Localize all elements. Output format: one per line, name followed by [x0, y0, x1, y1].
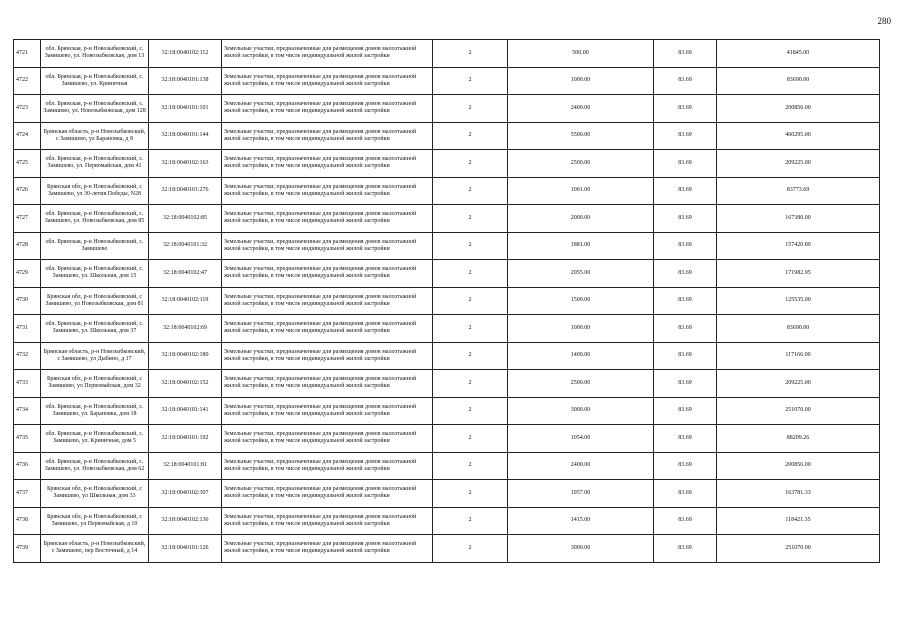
rate-cell: 83.69 [654, 342, 717, 370]
land-purpose-cell: Земельные участки, предназначенные для размещения домов малоэтажной жилой застройки, в том числе индивидуальной жилой застройки [222, 452, 433, 480]
row-number: 4734 [14, 397, 41, 425]
rate-cell: 83.69 [654, 260, 717, 288]
category-cell: 2 [433, 40, 508, 68]
land-purpose-cell: Земельные участки, предназначенные для размещения домов малоэтажной жилой застройки, в том числе индивидуальной жилой застройки [222, 480, 433, 508]
table-row [14, 205, 880, 233]
row-number: 4721 [14, 40, 41, 68]
address-cell: обл. Брянская, р-н Новозыбковский, с. Замишево, ул. Новозыбковская, дом 85 [41, 205, 149, 233]
cadastral-number-cell: 32:18:0040101:141 [149, 397, 222, 425]
rate-cell: 83.69 [654, 425, 717, 453]
table-row [14, 452, 880, 480]
table-row [14, 260, 880, 288]
land-purpose-cell: Земельные участки, предназначенные для размещения домов малоэтажной жилой застройки, в том числе индивидуальной жилой застройки [222, 260, 433, 288]
category-cell: 2 [433, 287, 508, 315]
land-purpose-cell: Земельные участки, предназначенные для размещения домов малоэтажной жилой застройки, в том числе индивидуальной жилой застройки [222, 40, 433, 68]
area-cell: 1400.00 [508, 342, 654, 370]
category-cell: 2 [433, 452, 508, 480]
rate-cell: 83.69 [654, 452, 717, 480]
rate-cell: 83.69 [654, 40, 717, 68]
rate-cell: 83.69 [654, 315, 717, 343]
land-registry-table [13, 39, 880, 563]
page-number: 280 [877, 16, 891, 26]
row-number: 4738 [14, 507, 41, 535]
address-cell: обл. Брянская, р-н Новозыбковский, с. Замишево, ул. Новозыбковская, дом 13 [41, 40, 149, 68]
area-cell: 1881.00 [508, 232, 654, 260]
rate-cell: 83.69 [654, 205, 717, 233]
area-cell: 1000.00 [508, 315, 654, 343]
area-cell: 2400.00 [508, 452, 654, 480]
row-number: 4727 [14, 205, 41, 233]
cadastral-number-cell: 32:18:0040102:136 [149, 507, 222, 535]
land-purpose-cell: Земельные участки, предназначенные для размещения домов малоэтажной жилой застройки, в том числе индивидуальной жилой застройки [222, 232, 433, 260]
cadastral-value-cell: 251070.00 [717, 535, 880, 563]
area-cell: 1054.00 [508, 425, 654, 453]
rate-cell: 83.69 [654, 95, 717, 123]
category-cell: 2 [433, 507, 508, 535]
rate-cell: 83.69 [654, 370, 717, 398]
table-row [14, 342, 880, 370]
land-purpose-cell: Земельные участки, предназначенные для размещения домов малоэтажной жилой застройки, в том числе индивидуальной жилой застройки [222, 342, 433, 370]
address-cell: обл. Брянская, р-н Новозыбковский, с. Замишево, ул. Барановка, дом 18 [41, 397, 149, 425]
land-purpose-cell: Земельные участки, предназначенные для размещения домов малоэтажной жилой застройки, в том числе индивидуальной жилой застройки [222, 67, 433, 95]
area-cell: 3000.00 [508, 535, 654, 563]
cadastral-value-cell: 171982.95 [717, 260, 880, 288]
cadastral-number-cell: 32:18:0040101:32 [149, 232, 222, 260]
land-purpose-cell: Земельные участки, предназначенные для размещения домов малоэтажной жилой застройки, в том числе индивидуальной жилой застройки [222, 397, 433, 425]
address-cell: Брянская обл, р-н Новозыбковский, с Замишево, ул Первомайская, д 10 [41, 507, 149, 535]
cadastral-value-cell: 83773.69 [717, 177, 880, 205]
row-number: 4729 [14, 260, 41, 288]
row-number: 4730 [14, 287, 41, 315]
cadastral-number-cell: 32:18:0040101:101 [149, 95, 222, 123]
category-cell: 2 [433, 150, 508, 178]
category-cell: 2 [433, 480, 508, 508]
cadastral-value-cell: 200856.00 [717, 95, 880, 123]
area-cell: 2500.00 [508, 150, 654, 178]
category-cell: 2 [433, 535, 508, 563]
land-purpose-cell: Земельные участки, предназначенные для размещения домов малоэтажной жилой застройки, в том числе индивидуальной жилой застройки [222, 370, 433, 398]
cadastral-number-cell: 32:18:0040101:276 [149, 177, 222, 205]
address-cell: Брянская область, р-н Новозыбковский, с Замишево, пер Восточный, д 14 [41, 535, 149, 563]
address-cell: Брянская обл, р-н Новозыбковский, с Замишево, ул Школьная, дом 33 [41, 480, 149, 508]
row-number: 4736 [14, 452, 41, 480]
land-purpose-cell: Земельные участки, предназначенные для размещения домов малоэтажной жилой застройки, в том числе индивидуальной жилой застройки [222, 177, 433, 205]
row-number: 4726 [14, 177, 41, 205]
address-cell: Брянская область, р-н Новозыбковский, с Замишево, ул Барановка, д 8 [41, 122, 149, 150]
row-number: 4722 [14, 67, 41, 95]
row-number: 4723 [14, 95, 41, 123]
cadastral-value-cell: 88209.26 [717, 425, 880, 453]
rate-cell: 83.69 [654, 535, 717, 563]
area-cell: 2055.00 [508, 260, 654, 288]
row-number: 4735 [14, 425, 41, 453]
table-row [14, 507, 880, 535]
row-number: 4737 [14, 480, 41, 508]
table-row [14, 425, 880, 453]
cadastral-value-cell: 83690.00 [717, 67, 880, 95]
table-row [14, 370, 880, 398]
category-cell: 2 [433, 370, 508, 398]
table-row [14, 397, 880, 425]
cadastral-value-cell: 163781.33 [717, 480, 880, 508]
row-number: 4725 [14, 150, 41, 178]
cadastral-number-cell: 32:18:0040101:144 [149, 122, 222, 150]
land-purpose-cell: Земельные участки, предназначенные для размещения домов малоэтажной жилой застройки, в том числе индивидуальной жилой застройки [222, 205, 433, 233]
cadastral-number-cell: 32:18:0040101:126 [149, 535, 222, 563]
category-cell: 2 [433, 95, 508, 123]
rate-cell: 83.69 [654, 232, 717, 260]
row-number: 4731 [14, 315, 41, 343]
address-cell: обл. Брянская, р-н Новозыбковский, с. Замишево, ул. Школьная, дом 37 [41, 315, 149, 343]
rate-cell: 83.69 [654, 507, 717, 535]
area-cell: 2000.00 [508, 205, 654, 233]
land-purpose-cell: Земельные участки, предназначенные для размещения домов малоэтажной жилой застройки, в том числе индивидуальной жилой застройки [222, 95, 433, 123]
area-cell: 2400.00 [508, 95, 654, 123]
rate-cell: 83.69 [654, 150, 717, 178]
rate-cell: 83.69 [654, 177, 717, 205]
cadastral-number-cell: 32:18:0040101:192 [149, 425, 222, 453]
table-row [14, 67, 880, 95]
table-row [14, 150, 880, 178]
category-cell: 2 [433, 122, 508, 150]
address-cell: Брянская область, р-н Новозыбковский, с Замишево, ул Дыбино, д 17 [41, 342, 149, 370]
address-cell: обл. Брянская, р-н Новозыбковский, с. Замишево, ул. Первомайская, дом 41 [41, 150, 149, 178]
cadastral-value-cell: 125535.00 [717, 287, 880, 315]
table-row [14, 480, 880, 508]
row-number: 4728 [14, 232, 41, 260]
table-row [14, 535, 880, 563]
cadastral-number-cell: 32:18:0040102:47 [149, 260, 222, 288]
land-purpose-cell: Земельные участки, предназначенные для размещения домов малоэтажной жилой застройки, в том числе индивидуальной жилой застройки [222, 535, 433, 563]
area-cell: 3000.00 [508, 397, 654, 425]
cadastral-number-cell: 32:18:0040102:69 [149, 315, 222, 343]
area-cell: 1415.00 [508, 507, 654, 535]
cadastral-number-cell: 32:18:0040102:152 [149, 370, 222, 398]
cadastral-number-cell: 32:18:0040102:112 [149, 40, 222, 68]
table-row [14, 177, 880, 205]
category-cell: 2 [433, 205, 508, 233]
table-row [14, 122, 880, 150]
row-number: 4739 [14, 535, 41, 563]
rate-cell: 83.69 [654, 122, 717, 150]
area-cell: 1500.00 [508, 287, 654, 315]
table-row [14, 95, 880, 123]
cadastral-value-cell: 167380.00 [717, 205, 880, 233]
cadastral-number-cell: 32:18:0040101:81 [149, 452, 222, 480]
rate-cell: 83.69 [654, 397, 717, 425]
category-cell: 2 [433, 315, 508, 343]
category-cell: 2 [433, 177, 508, 205]
cadastral-number-cell: 32:18:0040102:180 [149, 342, 222, 370]
row-number: 4732 [14, 342, 41, 370]
area-cell: 1957.00 [508, 480, 654, 508]
cadastral-number-cell: 32:18:0040102:85 [149, 205, 222, 233]
address-cell: обл. Брянская, р-н Новозыбковский, с. Замишево, ул. Криничная, дом 5 [41, 425, 149, 453]
cadastral-value-cell: 209225.00 [717, 370, 880, 398]
cadastral-number-cell: 32:18:0040102:307 [149, 480, 222, 508]
area-cell: 1001.00 [508, 177, 654, 205]
table-row [14, 315, 880, 343]
land-purpose-cell: Земельные участки, предназначенные для размещения домов малоэтажной жилой застройки, в том числе индивидуальной жилой застройки [222, 507, 433, 535]
cadastral-value-cell: 251070.00 [717, 397, 880, 425]
address-cell: обл. Брянская, р-н Новозыбковский, с. Замишево [41, 232, 149, 260]
rate-cell: 83.69 [654, 287, 717, 315]
area-cell: 5500.00 [508, 122, 654, 150]
category-cell: 2 [433, 397, 508, 425]
row-number: 4724 [14, 122, 41, 150]
category-cell: 2 [433, 260, 508, 288]
category-cell: 2 [433, 342, 508, 370]
rate-cell: 83.69 [654, 480, 717, 508]
cadastral-number-cell: 32:18:0040102:163 [149, 150, 222, 178]
area-cell: 1000.00 [508, 67, 654, 95]
category-cell: 2 [433, 425, 508, 453]
table-row [14, 287, 880, 315]
cadastral-number-cell: 32:18:0040102:119 [149, 287, 222, 315]
land-purpose-cell: Земельные участки, предназначенные для размещения домов малоэтажной жилой застройки, в том числе индивидуальной жилой застройки [222, 122, 433, 150]
address-cell: обл. Брянская, р-н Новозыбковский, с. Замишево, ул. Новозыбковская, дом 128 [41, 95, 149, 123]
address-cell: обл. Брянская, р-н Новозыбковский, с. Замишево, ул. Новозыбковская, дом 62 [41, 452, 149, 480]
cadastral-value-cell: 83690.00 [717, 315, 880, 343]
land-purpose-cell: Земельные участки, предназначенные для размещения домов малоэтажной жилой застройки, в том числе индивидуальной жилой застройки [222, 150, 433, 178]
category-cell: 2 [433, 232, 508, 260]
cadastral-value-cell: 117166.00 [717, 342, 880, 370]
land-purpose-cell: Земельные участки, предназначенные для размещения домов малоэтажной жилой застройки, в том числе индивидуальной жилой застройки [222, 425, 433, 453]
cadastral-value-cell: 118421.35 [717, 507, 880, 535]
table-row [14, 232, 880, 260]
area-cell: 500.00 [508, 40, 654, 68]
cadastral-value-cell: 157420.89 [717, 232, 880, 260]
address-cell: Брянская обл, р-н Новозыбковский, с Замишево, ул Новозыбковская, дом 81 [41, 287, 149, 315]
land-purpose-cell: Земельные участки, предназначенные для размещения домов малоэтажной жилой застройки, в том числе индивидуальной жилой застройки [222, 315, 433, 343]
address-cell: обл. Брянская, р-н Новозыбковский, с. Замишево, ул. Школьная, дом 15 [41, 260, 149, 288]
cadastral-value-cell: 200856.00 [717, 452, 880, 480]
table-row [14, 40, 880, 68]
address-cell: обл. Брянская, р-н Новозыбковский, с. Замишево, ул. Криничная [41, 67, 149, 95]
cadastral-number-cell: 32:18:0040101:138 [149, 67, 222, 95]
cadastral-value-cell: 209225.00 [717, 150, 880, 178]
address-cell: Брянская обл, р-н Новозыбковский, с Замишево, ул 30-летия Победы, N28 [41, 177, 149, 205]
cadastral-value-cell: 41845.00 [717, 40, 880, 68]
row-number: 4733 [14, 370, 41, 398]
category-cell: 2 [433, 67, 508, 95]
address-cell: Брянская обл, р-н Новозыбковский, с Замишево, ул Первомайская, дом 32 [41, 370, 149, 398]
area-cell: 2500.00 [508, 370, 654, 398]
cadastral-value-cell: 460295.00 [717, 122, 880, 150]
land-purpose-cell: Земельные участки, предназначенные для размещения домов малоэтажной жилой застройки, в том числе индивидуальной жилой застройки [222, 287, 433, 315]
rate-cell: 83.69 [654, 67, 717, 95]
